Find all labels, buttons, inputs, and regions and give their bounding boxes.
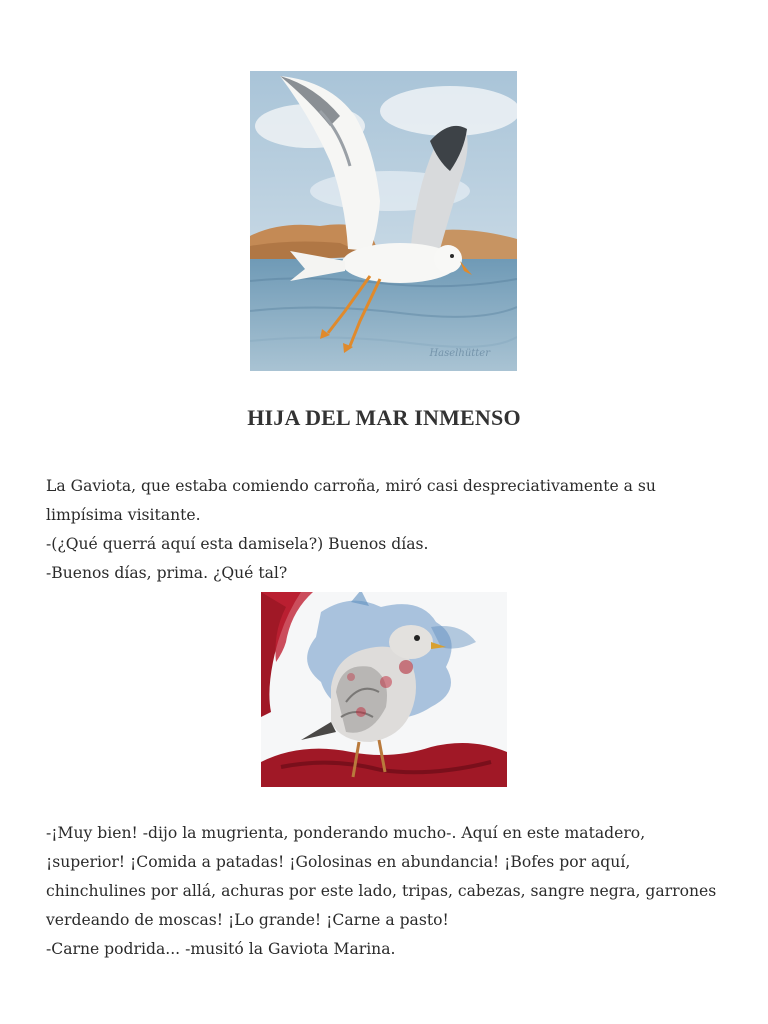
paragraph-line: verdeando de moscas! ¡Lo grande! ¡Carne a pasto!	[46, 911, 449, 929]
paragraph-line: limpísima visitante.	[46, 506, 201, 524]
paragraph-line: -Buenos días, prima. ¿Qué tal?	[46, 564, 288, 582]
flying-seagull-illustration	[250, 71, 517, 371]
paragraph-1	[46, 472, 726, 588]
paragraph-2	[46, 819, 726, 964]
paragraph-line: -(¿Qué querrá aquí esta damisela?) Buenos días.	[46, 535, 429, 553]
artist-signature: Haselhütter	[429, 348, 490, 359]
story-title: HIJA DEL MAR INMENSO	[247, 405, 521, 430]
paragraph-line: chinchulines por allá, achuras por este lado, tripas, cabezas, sangre negra, garrones	[46, 882, 717, 900]
paragraph-line: -¡Muy bien! -dijo la mugrienta, ponderando mucho-. Aquí en este matadero,	[46, 824, 646, 842]
paragraph-line: ¡superior! ¡Comida a patadas! ¡Golosinas en abundancia! ¡Bofes por aquí,	[46, 853, 631, 871]
paragraph-line: -Carne podrida... -musitó la Gaviota Marina.	[46, 940, 396, 958]
dirty-seagull-illustration	[261, 592, 507, 787]
paragraph-line: La Gaviota, que estaba comiendo carroña, miró casi despreciativamente a su	[46, 477, 656, 495]
